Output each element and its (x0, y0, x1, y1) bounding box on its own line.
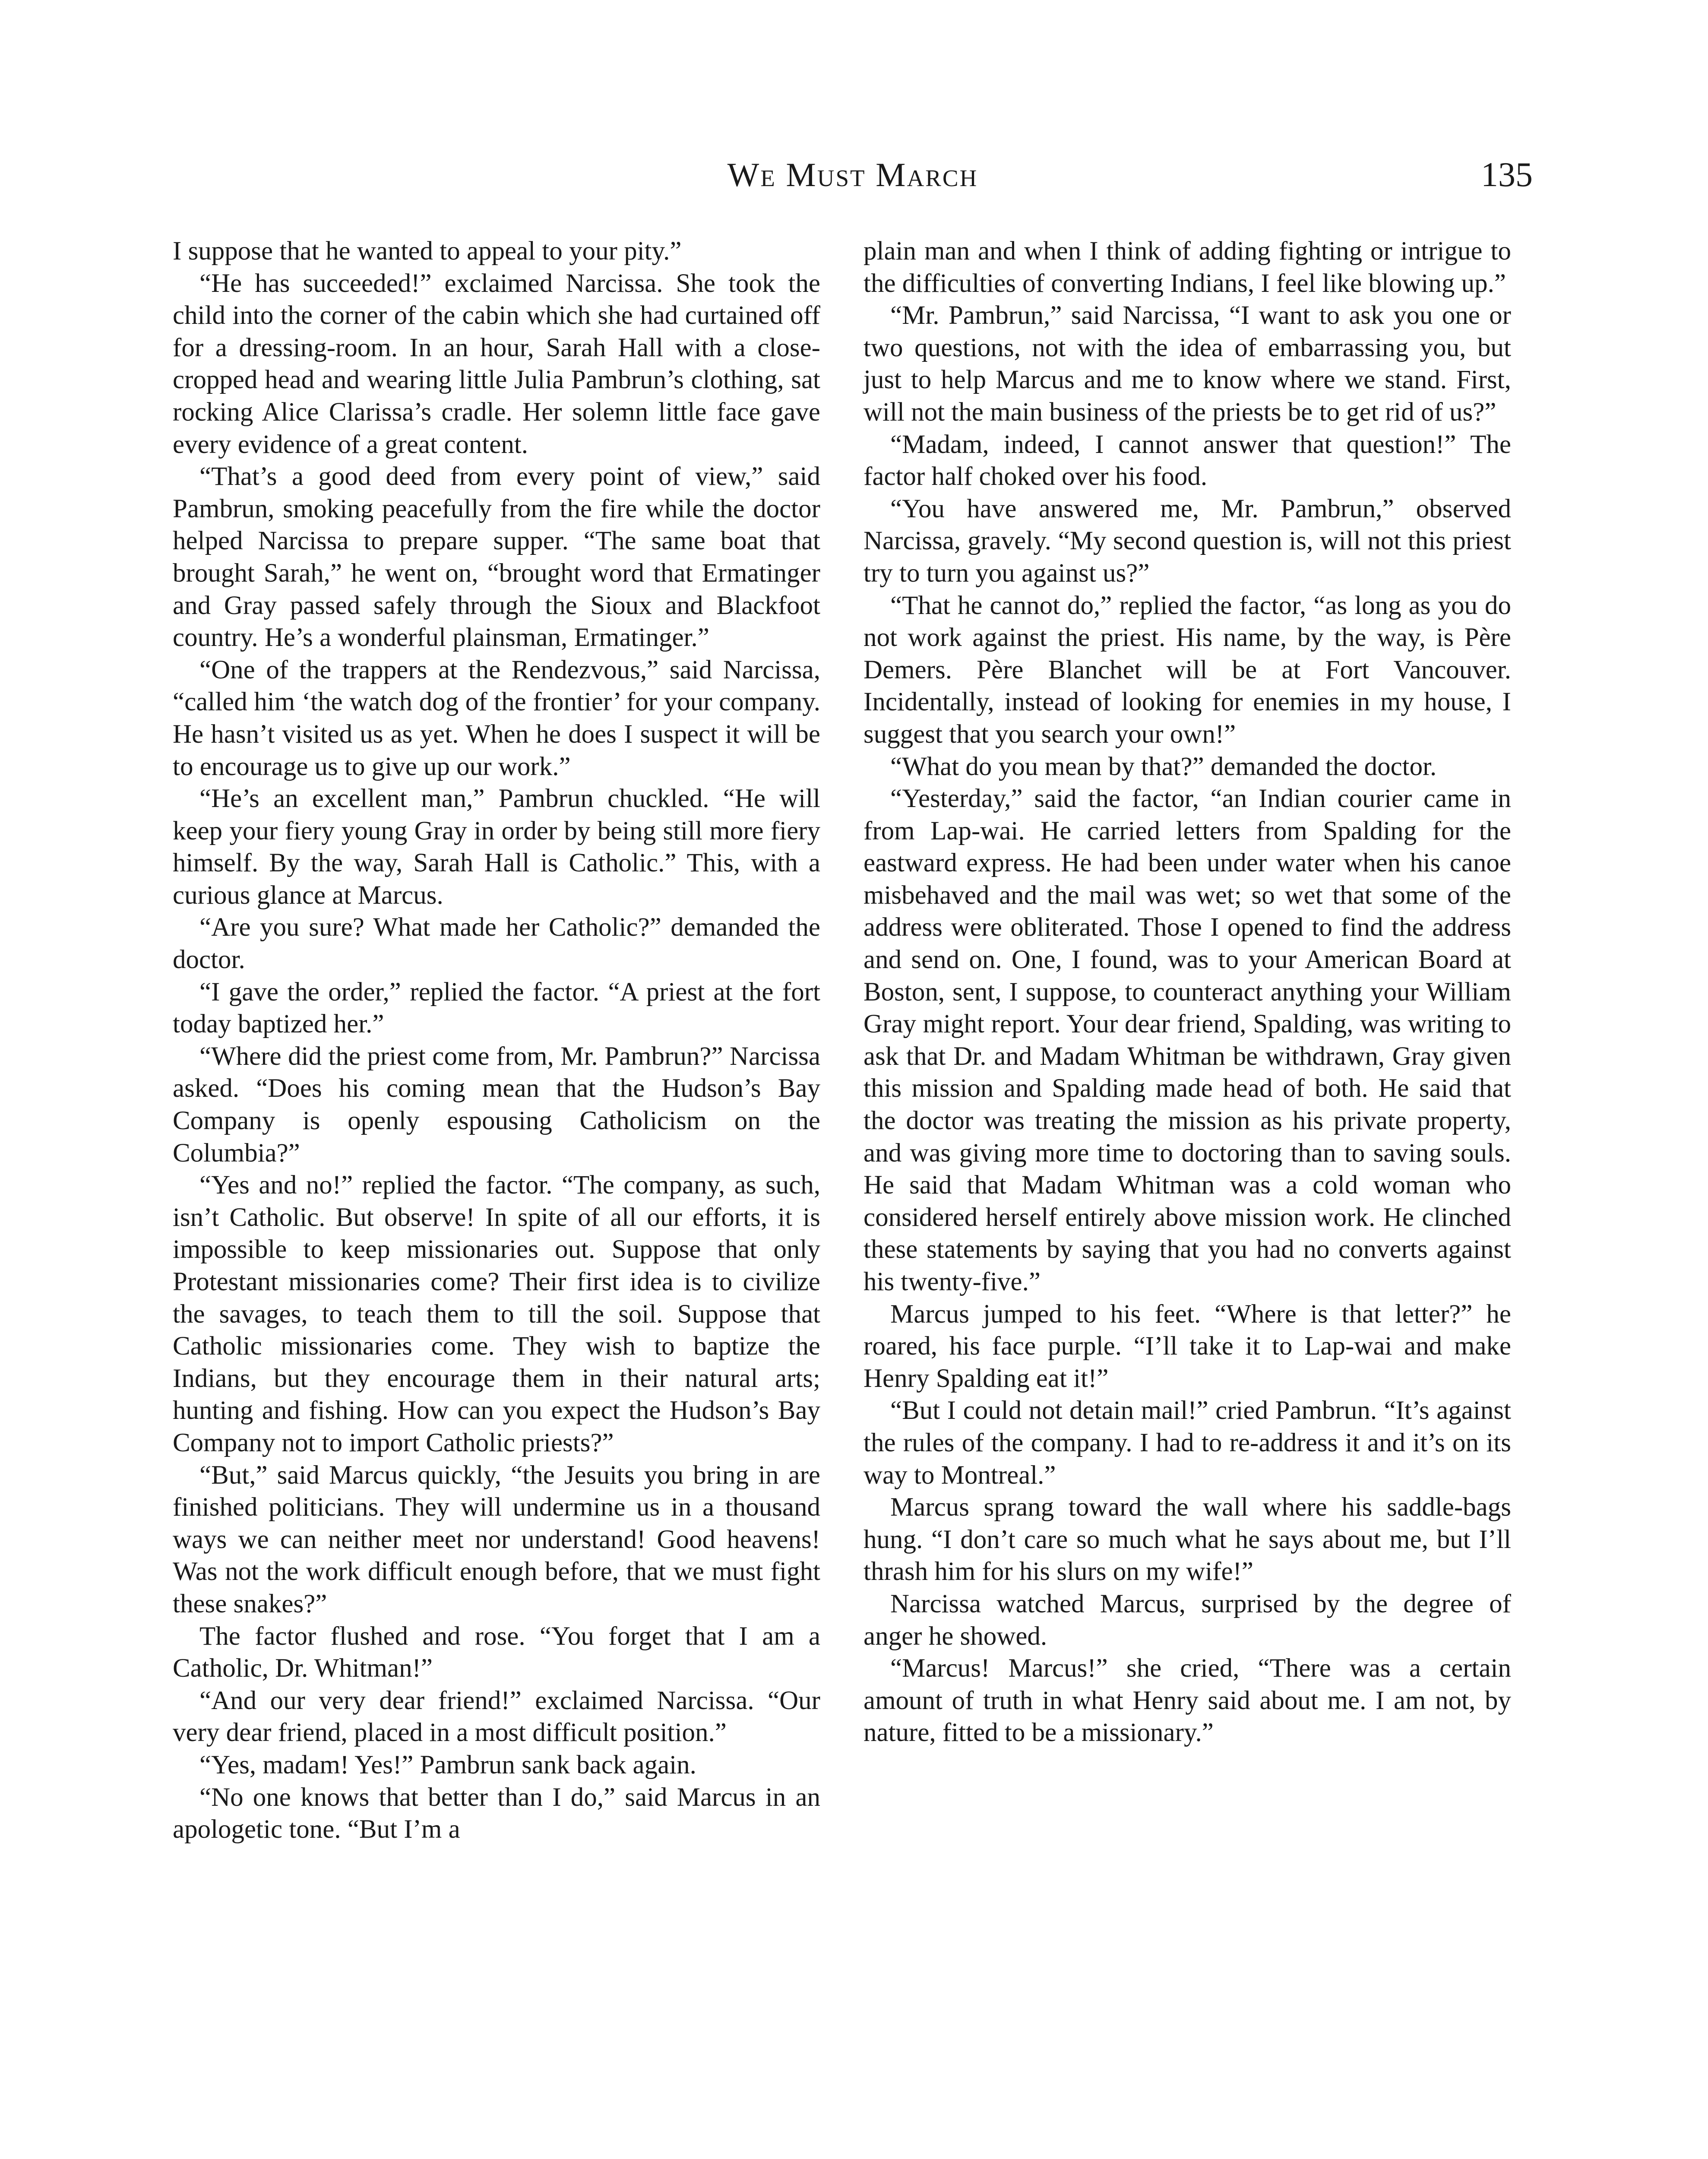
paragraph: Marcus jumped to his feet. “Where is that letter?” he roared, his face purple. “I’ll take it to Lap-wai and make Henry Spalding eat it!” (863, 1299, 1511, 1393)
paragraph: plain man and when I think of adding fighting or intrigue to the difficulties of converting Indians, I feel like blowing up.” (863, 237, 1511, 298)
running-title: We Must March (727, 156, 978, 193)
paragraph: “That he cannot do,” replied the factor, “as long as you do not work against the priest. His name, by the way, is Père Demers. Père Blanchet will be at Fort Vancouver. Incidentally, instead of looking for enemies in my house, I suggest that you search your own!” (863, 591, 1511, 749)
page-header (173, 155, 1533, 203)
paragraph: “One of the trappers at the Rendezvous,” said Narcissa, “called him ‘the watch dog of the frontier’ for your company. He hasn’t visited us as yet. When he does I suspect it will be to encourage us to give up our work.” (173, 655, 820, 781)
paragraph: “Are you sure? What made her Catholic?” demanded the doctor. (173, 913, 820, 975)
left-column (173, 235, 820, 1846)
paragraph: Narcissa watched Marcus, surprised by the degree of anger he showed. (863, 1589, 1511, 1651)
right-column (863, 235, 1511, 1749)
paragraph: “Where did the priest come from, Mr. Pambrun?” Narcissa asked. “Does his coming mean that the Hudson’s Bay Company is openly espousing Catholicism on the Columbia?” (173, 1042, 820, 1168)
paragraph: “Madam, indeed, I cannot answer that question!” The factor half choked over his food. (863, 430, 1511, 491)
paragraph: “No one knows that better than I do,” said Marcus in an apologetic tone. “But I’m a (173, 1782, 820, 1844)
paragraph: “Yes and no!” replied the factor. “The company, as such, isn’t Catholic. But observe! In spite of all our efforts, it is impossible to keep missionaries out. Suppose that only Protestant missionaries come? Their first idea is to civilize the savages, to teach them to till the soil. Suppose that Catholic missionaries come. They wish to baptize the Indians, but they encourage them in their natural arts; hunting and fishing. How can you expect the Hudson’s Bay Company not to import Catholic priests?” (173, 1171, 820, 1457)
paragraph: “And our very dear friend!” exclaimed Narcissa. “Our very dear friend, placed in a most difficult position.” (173, 1686, 820, 1747)
paragraph: Marcus sprang toward the wall where his saddle-bags hung. “I don’t care so much what he says about me, but I’ll thrash him for his slurs on my wife!” (863, 1493, 1511, 1586)
paragraph: “What do you mean by that?” demanded the doctor. (890, 752, 1437, 781)
paragraph: “You have answered me, Mr. Pambrun,” observed Narcissa, gravely. “My second question is, will not this priest try to turn you against us?” (863, 494, 1511, 588)
paragraph: “Yes, madam! Yes!” Pambrun sank back again. (199, 1750, 696, 1779)
paragraph: “That’s a good deed from every point of view,” said Pambrun, smoking peacefully from the fire while the doctor helped Narcissa to prepare supper. “The same boat that brought Sarah,” he went on, “brought word that Ermatinger and Gray passed safely through the Sioux and Blackfoot country. He’s a wonderful plainsman, Ermatinger.” (173, 462, 820, 652)
paragraph: “He has succeeded!” exclaimed Narcissa. She took the child into the corner of the cabin which she had curtained off for a dressing-room. In an hour, Sarah Hall with a close-cropped head and wearing little Julia Pambrun’s clothing, sat rocking Alice Clarissa’s cradle. Her solemn little face gave every evidence of a great content. (173, 269, 820, 459)
paragraph: The factor flushed and rose. “You forget that I am a Catholic, Dr. Whitman!” (173, 1621, 820, 1683)
paragraph: “I gave the order,” replied the factor. “A priest at the fort today baptized her.” (173, 977, 820, 1039)
paragraph: “But,” said Marcus quickly, “the Jesuits you bring in are finished politicians. They will undermine us in a thousand ways we can neither meet nor understand! Good heavens! Was not the work difficult enough before, that we must fight these snakes?” (173, 1460, 820, 1618)
paragraph: “Yesterday,” said the factor, “an Indian courier came in from Lap-wai. He carried letters from Spalding for the eastward express. He had been under water when his canoe misbehaved and the mail was wet; so wet that some of the address were obliterated. Those I opened to find the address and send on. One, I found, was to your American Board at Boston, sent, I suppose, to counteract anything your William Gray might report. Your dear friend, Spalding, was writing to ask that Dr. and Madam Whitman be withdrawn, Gray given this mission and Spalding made head of both. He said that the doctor was treating the mission as his private property, and was giving more time to doctoring than to saving souls. He said that Madam Whitman was a cold woman who considered herself entirely above mission work. He clinched these statements by saying that you had no converts against his twenty-five.” (863, 784, 1511, 1296)
paragraph: I suppose that he wanted to appeal to your pity.” (173, 237, 682, 266)
page-number: 135 (1481, 156, 1533, 194)
paragraph: “But I could not detain mail!” cried Pambrun. “It’s against the rules of the company. I had to re-address it and it’s on its way to Montreal.” (863, 1396, 1511, 1490)
paragraph: “Mr. Pambrun,” said Narcissa, “I want to ask you one or two questions, not with the idea of embarrassing you, but just to help Marcus and me to know where we stand. First, will not the main business of the priests be to get rid of us?” (863, 301, 1511, 427)
paragraph: “He’s an excellent man,” Pambrun chuckled. “He will keep your fiery young Gray in order by being still more fiery himself. By the way, Sarah Hall is Catholic.” This, with a curious glance at Marcus. (173, 784, 820, 910)
paragraph: “Marcus! Marcus!” she cried, “There was a certain amount of truth in what Henry said about me. I am not, by nature, fitted to be a missionary.” (863, 1654, 1511, 1747)
